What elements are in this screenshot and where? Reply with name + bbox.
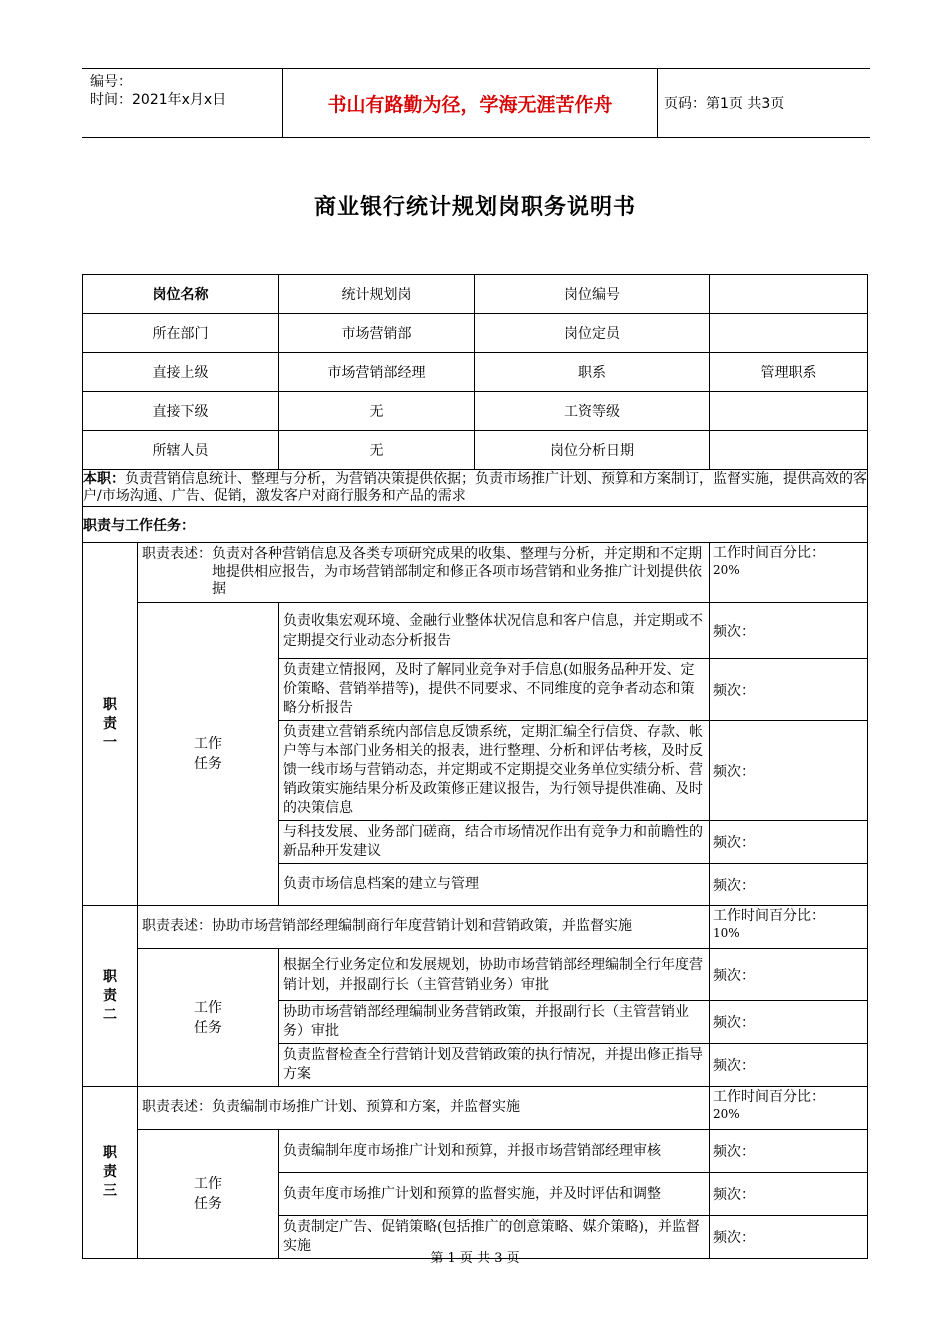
duty-1-desc: 负责对各种营销信息及各类专项研究成果的收集、整理与分析，并定期和不定期地提供相应报告，为市场营销部制定和修正各项市场营销和业务推广计划提供依据 bbox=[212, 546, 702, 598]
summary-cell bbox=[83, 470, 868, 507]
section-title: 职责与工作任务： bbox=[83, 507, 868, 543]
subordinate-value: 无 bbox=[279, 392, 475, 431]
duty-3-desc-row bbox=[83, 1087, 868, 1130]
duty-1-task-4: 与科技发展、业务部门磋商，结合市场情况作出有竞争力和前瞻性的新品种开发建议 bbox=[279, 821, 710, 864]
subordinate-label: 直接下级 bbox=[83, 392, 279, 431]
pct-label: 工作时间百分比： bbox=[713, 908, 825, 924]
duty-3-task-3: 负责制定广告、促销策略(包括推广的创意策略、媒介策略)，并监督实施 bbox=[279, 1216, 710, 1259]
summary-row bbox=[83, 470, 868, 507]
duty-2-pct: 10% bbox=[713, 926, 740, 940]
duty-1-pct-cell bbox=[710, 543, 868, 603]
duty-1-desc-wrap bbox=[142, 546, 705, 599]
duty-3-task-1-freq: 频次： bbox=[710, 1130, 868, 1173]
staff-label: 所辖人员 bbox=[83, 431, 279, 470]
department-value: 市场营销部 bbox=[279, 314, 475, 353]
duty-2-task-1-freq: 频次： bbox=[710, 949, 868, 1001]
duty-2-task-3: 负责监督检查全行营销计划及营销政策的执行情况，并提出修正指导方案 bbox=[279, 1044, 710, 1087]
staff-value: 无 bbox=[279, 431, 475, 470]
duty-1-task-1: 负责收集宏观环境、金融行业整体状况信息和客户信息，并定期或不定期提交行业动态分析报告 bbox=[279, 603, 710, 659]
duty-3-label-text: 职责三 bbox=[103, 1145, 117, 1199]
supervisor-label: 直接上级 bbox=[83, 353, 279, 392]
pct-label: 工作时间百分比： bbox=[713, 1089, 825, 1105]
position-name-value: 统计规划岗 bbox=[279, 275, 475, 314]
duty-3-desc: 职责表述：负责编制市场推广计划、预算和方案，并监督实施 bbox=[138, 1087, 710, 1130]
document-header bbox=[82, 68, 870, 138]
duty-1-task-3-freq: 频次： bbox=[710, 721, 868, 821]
info-row bbox=[83, 353, 868, 392]
duty-3-label bbox=[83, 1087, 138, 1259]
info-row bbox=[83, 431, 868, 470]
headcount-value bbox=[710, 314, 868, 353]
summary-text: 负责营销信息统计、整理与分析，为营销决策提供依据；负责市场推广计划、预算和方案制订，监督实施，提供高效的客户/市场沟通、广告、促销，激发客户对商行服务和产品的需求 bbox=[83, 471, 867, 504]
duty-3-pct-cell bbox=[710, 1087, 868, 1130]
duty-2-desc-row bbox=[83, 906, 868, 949]
pct-label: 工作时间百分比： bbox=[713, 545, 825, 561]
duty-1-label-text: 职责一 bbox=[103, 696, 117, 751]
page-footer: 第 1 页 共 3 页 bbox=[430, 1251, 520, 1266]
duty-1-desc-row bbox=[83, 543, 868, 603]
job-family-label: 职系 bbox=[475, 353, 710, 392]
position-code-label: 岗位编号 bbox=[475, 275, 710, 314]
duty-2-task-2: 协助市场营销部经理编制业务营销政策，并报副行长（主管营销业务）审批 bbox=[279, 1001, 710, 1044]
duty-2-task-2-freq: 频次： bbox=[710, 1001, 868, 1044]
duty-3-task-2-freq: 频次： bbox=[710, 1173, 868, 1216]
document-title: 商业银行统计规划岗职务说明书 bbox=[313, 195, 636, 220]
section-row bbox=[83, 507, 868, 543]
job-family-value: 管理职系 bbox=[710, 353, 868, 392]
work-label-text: 工作任务 bbox=[194, 999, 222, 1036]
info-row bbox=[83, 275, 868, 314]
date-label: 时间：2021年x月x日 bbox=[90, 92, 227, 108]
duty-2-label-text: 职责二 bbox=[103, 968, 117, 1023]
duty-1-task-3: 负责建立营销系统内部信息反馈系统，定期汇编全行信贷、存款、帐户等与本部门业务相关的报表，进行整理、分析和评估考核，及时反馈一线市场与营销动态，并定期或不定期提交业务单位实绩分析、营销政策实施结果分析及政策修正建议报告，为行领导提供准确、及时的决策信息 bbox=[279, 721, 710, 821]
duty-1-task-4-freq: 频次： bbox=[710, 821, 868, 864]
duty-1-task-2: 负责建立情报网，及时了解同业竞争对手信息(如服务品种开发、定价策略、营销举措等)，提供不同要求、不同维度的竞争者动态和策略分析报告 bbox=[279, 659, 710, 721]
duty-2-desc: 职责表述：协助市场营销部经理编制商行年度营销计划和营销政策，并监督实施 bbox=[138, 906, 710, 949]
department-label: 所在部门 bbox=[83, 314, 279, 353]
duty-1-pct: 20% bbox=[713, 563, 740, 577]
job-description-table bbox=[82, 274, 868, 1259]
page-info: 页码：第1页 共3页 bbox=[664, 96, 785, 112]
position-code-value bbox=[710, 275, 868, 314]
duty-1-task-5: 负责市场信息档案的建立与管理 bbox=[279, 864, 710, 906]
info-row bbox=[83, 392, 868, 431]
duty-3-task-row bbox=[83, 1130, 868, 1173]
duty-2-task-row bbox=[83, 949, 868, 1001]
duty-1-label bbox=[83, 543, 138, 906]
duty-3-task-2: 负责年度市场推广计划和预算的监督实施，并及时评估和调整 bbox=[279, 1173, 710, 1216]
salary-grade-label: 工资等级 bbox=[475, 392, 710, 431]
duty-2-label bbox=[83, 906, 138, 1087]
work-label-text: 工作任务 bbox=[194, 736, 222, 772]
duty-2-task-3-freq: 频次： bbox=[710, 1044, 868, 1087]
headcount-label: 岗位定员 bbox=[475, 314, 710, 353]
supervisor-value: 市场营销部经理 bbox=[279, 353, 475, 392]
analysis-date-label: 岗位分析日期 bbox=[475, 431, 710, 470]
duty-2-pct-cell bbox=[710, 906, 868, 949]
info-row bbox=[83, 314, 868, 353]
duty-3-task-3-freq: 频次： bbox=[710, 1216, 868, 1259]
duty-1-task-5-freq: 频次： bbox=[710, 864, 868, 906]
summary-label: 本职： bbox=[83, 471, 125, 487]
number-label: 编号： bbox=[90, 74, 132, 90]
duty-2-task-1: 根据全行业务定位和发展规划，协助市场营销部经理编制全行年度营销计划，并报副行长（主管营销业务）审批 bbox=[279, 949, 710, 1001]
duty-1-task-1-freq: 频次： bbox=[710, 603, 868, 659]
motto: 书山有路勤为径，学海无涯苦作舟 bbox=[282, 69, 658, 137]
header-meta bbox=[90, 73, 226, 109]
duty-1-task-2-freq: 频次： bbox=[710, 659, 868, 721]
duty-1-desc-cell bbox=[138, 543, 710, 603]
duty-3-task-1: 负责编制年度市场推广计划和预算，并报市场营销部经理审核 bbox=[279, 1130, 710, 1173]
duty-2-work-label bbox=[138, 949, 279, 1087]
duty-3-pct: 20% bbox=[713, 1107, 740, 1121]
duty-1-desc-prefix: 职责表述： bbox=[142, 546, 212, 563]
duty-1-work-label bbox=[138, 603, 279, 906]
duty-1-task-row bbox=[83, 603, 868, 659]
salary-grade-value bbox=[710, 392, 868, 431]
duty-3-work-label bbox=[138, 1130, 279, 1259]
analysis-date-value bbox=[710, 431, 868, 470]
work-label-text: 工作任务 bbox=[194, 1176, 222, 1212]
position-name-label: 岗位名称 bbox=[83, 275, 279, 314]
